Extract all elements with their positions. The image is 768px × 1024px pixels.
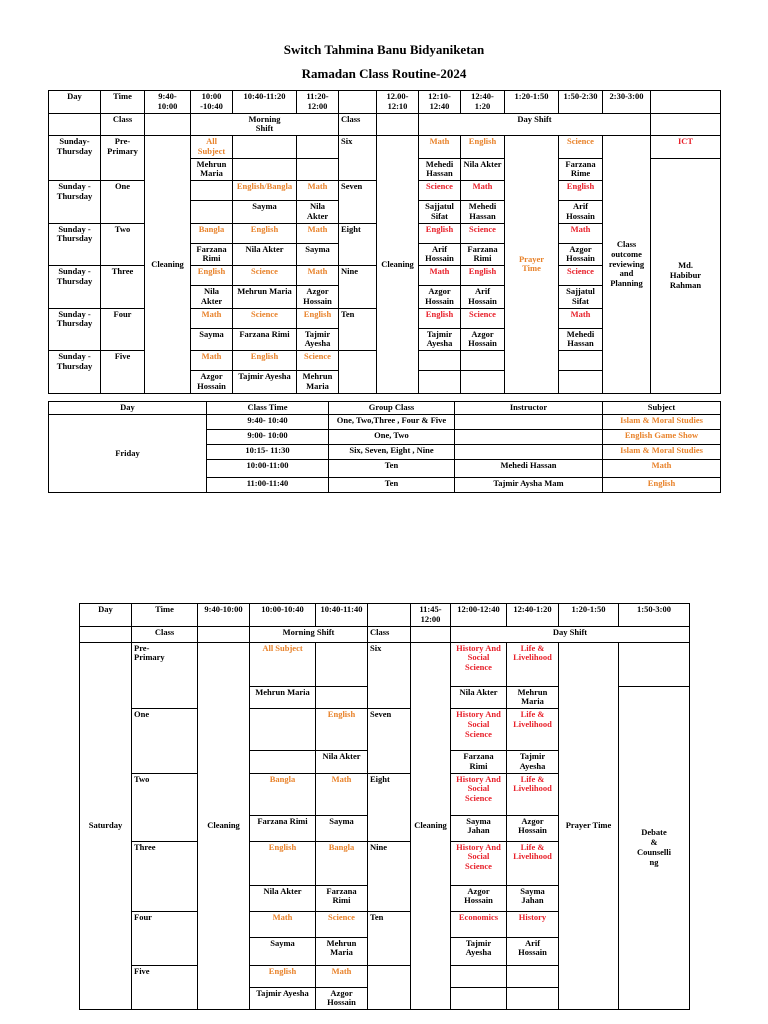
subject-cell: History [507,911,559,937]
subject-cell: Science [559,136,603,159]
teacher-cell: Nila Akter [451,686,507,709]
subject-cell: English [419,223,461,243]
subject-cell: Life & Livelihood [507,841,559,885]
table-row [49,136,721,159]
subject-cell: Science [233,266,297,286]
class-header: Class [132,626,198,642]
teacher-cell: Sayma Jahan [451,815,507,841]
class-cell: Five [132,965,198,1010]
subject-cell: Science [559,266,603,286]
teacher-cell: Tajmir Ayesha [451,937,507,965]
teacher-cell [250,751,316,774]
subject-cell [316,642,368,686]
cleaning-cell: Cleaning [377,136,419,394]
table-row [80,604,690,627]
header-cell: 2:30-3:00 [603,91,651,114]
class-cell: Ten [339,308,377,351]
saturday-routine-table [79,603,690,1010]
class-cell: Seven [339,181,377,224]
cell-blank [619,642,690,686]
header-cell-blank [651,91,721,114]
header-cell: 12:40-1:20 [507,604,559,627]
subject-cell: Math [316,965,368,987]
header-cell: 11:20- 12:00 [297,91,339,114]
teacher-cell: Arif Hossain [419,243,461,266]
teacher-cell: Nila Akter [297,201,339,224]
cleaning-cell: Cleaning [411,642,451,1010]
teacher-cell: Farzana Rimi [191,243,233,266]
prayer-time-cell: Prayer Time [505,136,559,394]
header-cell: Class Time [207,402,329,415]
class-cell [339,351,377,394]
subject-cell: Math [297,266,339,286]
subject-cell: Math [297,181,339,201]
teacher-cell: Farzana Rimi [316,885,368,911]
instructor-cell [455,430,603,445]
teacher-cell [451,987,507,1010]
subject-cell: History And Social Science [451,642,507,686]
subject-cell [250,709,316,751]
subject-cell [419,351,461,371]
teacher-cell: Farzana Rimi [461,243,505,266]
time-cell: 11:00-11:40 [207,478,329,493]
class-cell: One [101,181,145,224]
teacher-cell [297,158,339,181]
teacher-cell: Sayma [233,201,297,224]
time-cell: 10:00-11:00 [207,460,329,478]
subject-cell: Science [461,223,505,243]
subject-cell: English [603,478,721,493]
teacher-cell: Tajmir Ayesha [250,987,316,1010]
subject-cell [461,351,505,371]
teacher-cell: Nila Akter [461,158,505,181]
header-cell: 1:50-2:30 [559,91,603,114]
class-cell: Eight [339,223,377,266]
class-cell: Three [132,841,198,911]
teacher-cell: Nila Akter [250,885,316,911]
header-cell: Time [132,604,198,627]
group-cell: Ten [329,460,455,478]
teacher-cell: Arif Hossain [507,937,559,965]
subject-cell: History And Social Science [451,773,507,815]
header-cell: Instructor [455,402,603,415]
header-cell: 12:40- 1:20 [461,91,505,114]
class-cell: Four [101,308,145,351]
teacher-cell: Tajmir Ayesha [297,328,339,351]
subject-cell: English [233,223,297,243]
teacher-cell [559,371,603,394]
subject-cell: Math [603,460,721,478]
teacher-cell: Mehrun Maria [250,686,316,709]
teacher-cell: Arif Hossain [559,201,603,224]
class-header: Class [339,113,377,136]
subject-cell: English [233,351,297,371]
teacher-cell: Mehrun Maria [233,286,297,309]
teacher-cell: Tajmir Ayesha [507,751,559,774]
subject-cell: Bangla [316,841,368,885]
day-cell: Sunday - Thursday [49,181,101,224]
class-cell [368,965,411,1010]
header-cell: 1:20-1:50 [505,91,559,114]
day-cell: Saturday [80,642,132,1010]
subject-cell: English [419,308,461,328]
day-cell: Sunday - Thursday [49,223,101,266]
teacher-cell: Sajjatul Sifat [559,286,603,309]
subject-cell [191,181,233,201]
cell-blank [80,626,132,642]
class-cell: Nine [368,841,411,911]
subject-cell: English [461,266,505,286]
header-cell: 10:00 -10:40 [191,91,233,114]
teacher-cell: Sayma [250,937,316,965]
teacher-cell: Azgor Hossain [461,328,505,351]
header-cell: 12.00- 12:10 [377,91,419,114]
teacher-cell: Azgor Hossain [191,371,233,394]
class-cell: Ten [368,911,411,965]
header-cell: Time [101,91,145,114]
header-cell: 1:50-3:00 [619,604,690,627]
teacher-cell [507,987,559,1010]
class-cell: Nine [339,266,377,309]
ict-teacher-cell: Md. Habibur Rahman [651,158,721,393]
subject-cell: Math [250,911,316,937]
teacher-cell [316,686,368,709]
teacher-cell: Farzana Rimi [233,328,297,351]
subject-cell: Bangla [250,773,316,815]
subject-cell: All Subject [191,136,233,159]
subject-cell: Islam & Moral Studies [603,415,721,430]
subject-cell [507,965,559,987]
subject-cell: English [250,841,316,885]
class-cell: One [132,709,198,774]
header-cell: 9:40- 10:00 [145,91,191,114]
header-cell: 10:40-11:20 [233,91,297,114]
header-cell: 10:40-11:40 [316,604,368,627]
teacher-cell: Arif Hossain [461,286,505,309]
review-planning-cell: Class outcome reviewing and Planning [603,136,651,394]
friday-routine-table [48,401,721,493]
teacher-cell: Azgor Hossain [451,885,507,911]
time-cell: 9:00- 10:00 [207,430,329,445]
cell-blank [198,626,250,642]
table-row [80,642,690,686]
teacher-cell: Mehedi Hassan [559,328,603,351]
subject-cell: Bangla [191,223,233,243]
subject-cell: Economics [451,911,507,937]
subject-cell: Math [191,351,233,371]
teacher-cell: Farzana Rimi [451,751,507,774]
prayer-time-cell: Prayer Time [559,642,619,1010]
subject-cell: Science [316,911,368,937]
teacher-cell: Mehrun Maria [191,158,233,181]
header-cell: 12:00-12:40 [451,604,507,627]
instructor-cell [455,445,603,460]
teacher-cell: Sayma Jahan [507,885,559,911]
day-shift-header: Day Shift [451,626,690,642]
subject-cell: History And Social Science [451,709,507,751]
table-row [49,402,721,415]
subject-cell: Math [419,136,461,159]
ict-cell: ICT [651,136,721,159]
morning-shift-header: Morning Shift [191,113,339,136]
school-title: Switch Tahmina Banu Bidyaniketan [283,42,485,57]
teacher-cell [233,158,297,181]
subject-cell: English [461,136,505,159]
instructor-cell [455,415,603,430]
header-cell: Day [80,604,132,627]
teacher-cell: Tajmir Ayesha [419,328,461,351]
class-cell: Two [101,223,145,266]
subject-cell: Life & Livelihood [507,709,559,751]
teacher-cell: Nila Akter [316,751,368,774]
cell-blank [651,113,721,136]
day-cell: Sunday - Thursday [49,351,101,394]
teacher-cell: Tajmir Ayesha [233,371,297,394]
subject-cell: Science [419,181,461,201]
teacher-cell: Mehedi Hassan [461,201,505,224]
class-cell: Eight [368,773,411,841]
header-cell-blank [368,604,411,627]
time-cell: 10:15- 11:30 [207,445,329,460]
subject-cell: English [297,308,339,328]
teacher-cell: Farzana Rime [559,158,603,181]
teacher-cell: Azgor Hossain [297,286,339,309]
time-cell: 9:40- 10:40 [207,415,329,430]
teacher-cell: Azgor Hossain [507,815,559,841]
debate-counselling-cell: Debate & Counselli ng [619,686,690,1010]
group-cell: Six, Seven, Eight , Nine [329,445,455,460]
subject-cell: English [316,709,368,751]
subject-cell: English Game Show [603,430,721,445]
class-cell: Five [101,351,145,394]
teacher-cell [461,371,505,394]
subject-cell [233,136,297,159]
header-cell: Day [49,402,207,415]
subject-cell: Life & Livelihood [507,773,559,815]
class-cell: Pre- Primary [101,136,145,181]
header-cell: 1:20-1:50 [559,604,619,627]
teacher-cell: Sayma [297,243,339,266]
teacher-cell: Azgor Hossain [316,987,368,1010]
class-header: Class [368,626,411,642]
day-cell: Sunday- Thursday [49,136,101,181]
subject-cell: English [250,965,316,987]
group-cell: One, Two [329,430,455,445]
header-cell: 11:45- 12:00 [411,604,451,627]
teacher-cell: Sayma [316,815,368,841]
table-row [49,91,721,114]
header-cell: Day [49,91,101,114]
header-cell: 10:00-10:40 [250,604,316,627]
subject-cell: Math [559,223,603,243]
cleaning-cell: Cleaning [145,136,191,394]
day-cell: Friday [49,415,207,493]
subject-cell: English [191,266,233,286]
table-row [49,415,721,430]
class-cell: Pre- Primary [132,642,198,709]
class-cell: Two [132,773,198,841]
cleaning-cell: Cleaning [198,642,250,1010]
header-cell: 12:10- 12:40 [419,91,461,114]
header-cell: Subject [603,402,721,415]
day-cell: Sunday - Thursday [49,308,101,351]
subject-cell: Science [461,308,505,328]
day-cell: Sunday - Thursday [49,266,101,309]
teacher-cell: Mehrun Maria [316,937,368,965]
subject-cell [297,136,339,159]
day-shift-header: Day Shift [419,113,651,136]
subject-cell: English/Bangla [233,181,297,201]
morning-shift-header: Morning Shift [250,626,368,642]
teacher-cell [419,371,461,394]
teacher-cell: Nila Akter [233,243,297,266]
routine-title: Ramadan Class Routine-2024 [301,66,467,81]
cell-blank [145,113,191,136]
subject-cell: Math [559,308,603,328]
subject-cell: Math [191,308,233,328]
class-cell: Seven [368,709,411,774]
group-cell: One, Two,Three , Four & Five [329,415,455,430]
class-cell: Six [368,642,411,709]
subject-cell: Islam & Moral Studies [603,445,721,460]
teacher-cell: Mehedi Hassan [419,158,461,181]
subject-cell: Math [419,266,461,286]
subject-cell [451,965,507,987]
weekday-routine-table [48,90,721,394]
subject-cell: Math [316,773,368,815]
cell-blank [411,626,451,642]
teacher-cell: Mehrun Maria [297,371,339,394]
teacher-cell: Azgor Hossain [559,243,603,266]
class-cell: Four [132,911,198,965]
teacher-cell: Azgor Hossain [419,286,461,309]
class-cell: Six [339,136,377,181]
subject-cell: Science [233,308,297,328]
instructor-cell: Mehedi Hassan [455,460,603,478]
teacher-cell: Sayma [191,328,233,351]
instructor-cell: Tajmir Aysha Mam [455,478,603,493]
table-row [80,626,690,642]
group-cell: Ten [329,478,455,493]
subject-cell: All Subject [250,642,316,686]
teacher-cell: Mehrun Maria [507,686,559,709]
subject-cell: History And Social Science [451,841,507,885]
subject-cell: Math [461,181,505,201]
class-cell: Three [101,266,145,309]
subject-cell [559,351,603,371]
subject-cell: Life & Livelihood [507,642,559,686]
header-cell-blank [339,91,377,114]
subject-cell: English [559,181,603,201]
teacher-cell: Farzana Rimi [250,815,316,841]
class-header: Class [101,113,145,136]
teacher-cell [191,201,233,224]
subject-cell: Math [297,223,339,243]
subject-cell: Science [297,351,339,371]
teacher-cell: Nila Akter [191,286,233,309]
cell-blank [377,113,419,136]
header-cell: 9:40-10:00 [198,604,250,627]
table-row [49,113,721,136]
teacher-cell: Sajjatul Sifat [419,201,461,224]
header-cell: Group Class [329,402,455,415]
cell-blank [49,113,101,136]
